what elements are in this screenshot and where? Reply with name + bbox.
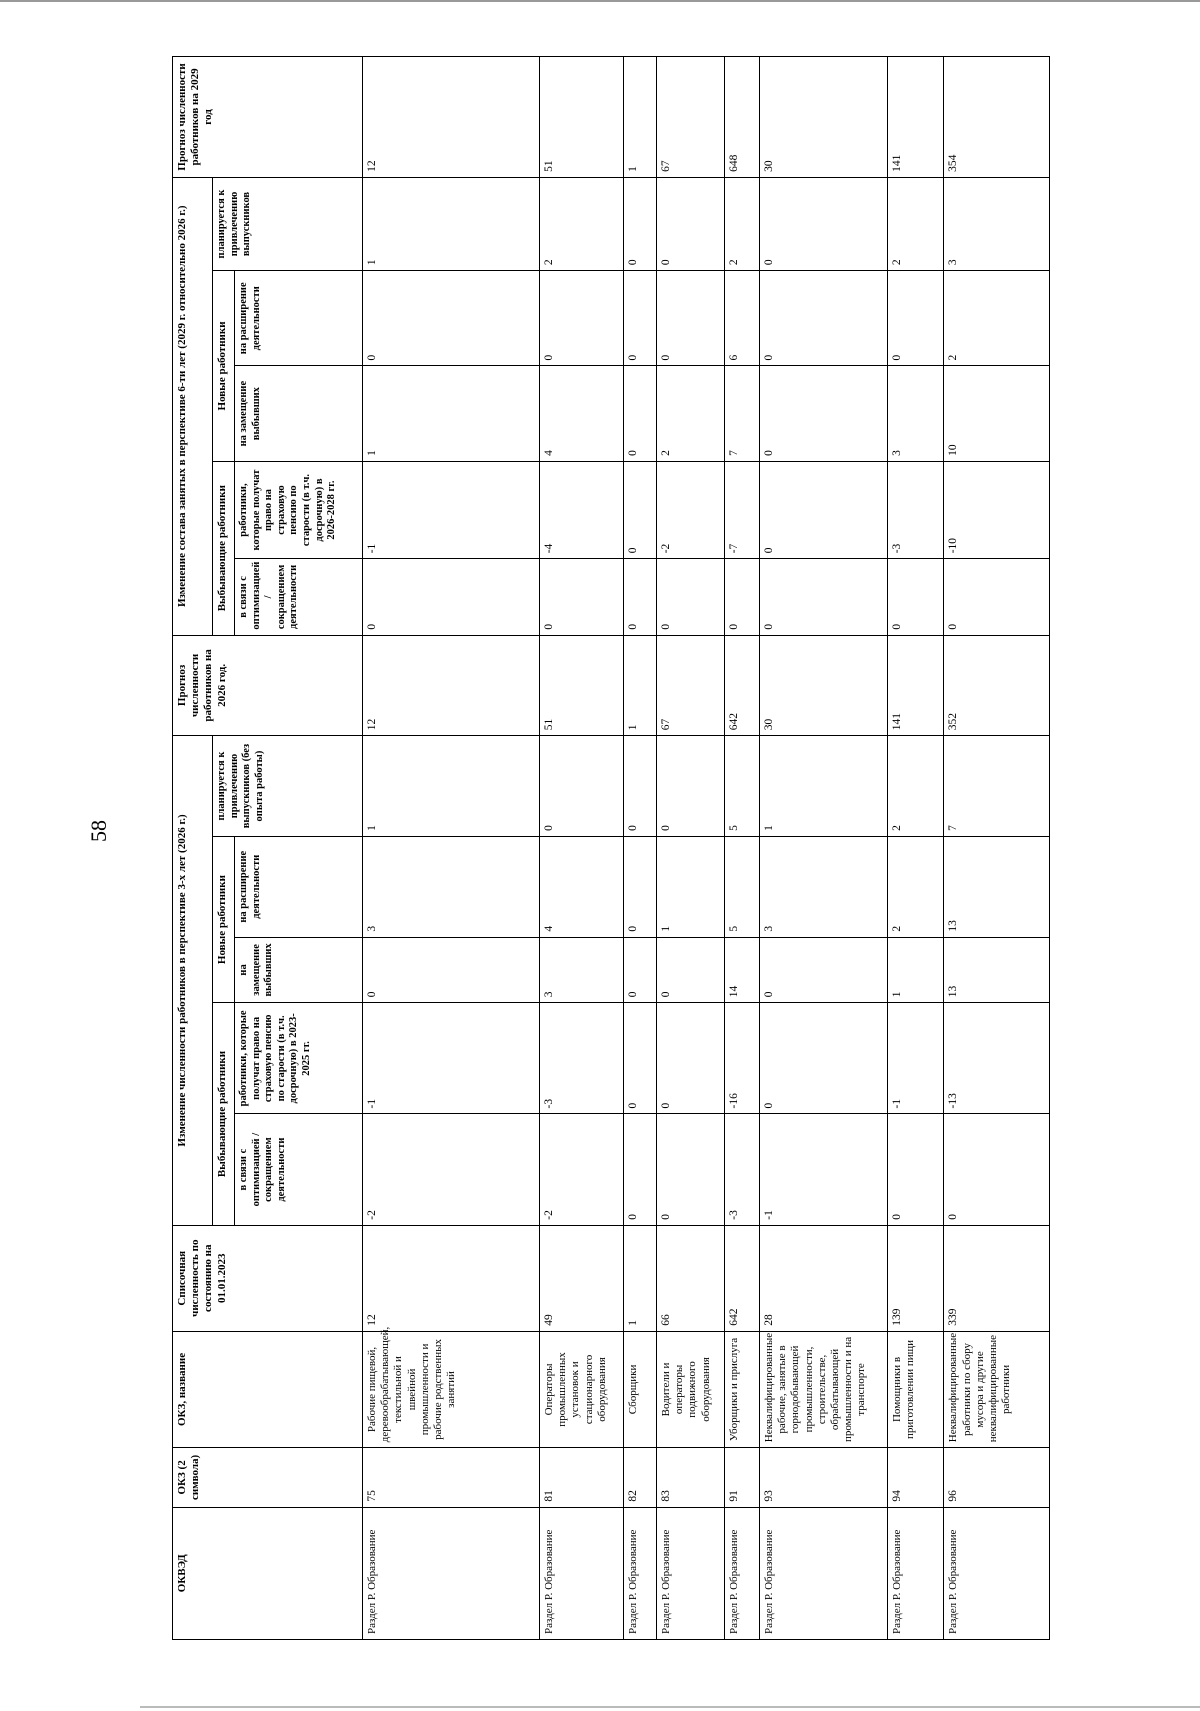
retiring-6y-pension-cell: -4	[540, 461, 624, 558]
table-row	[724, 57, 759, 1640]
retiring-6y-opt-cell: 0	[724, 559, 759, 635]
new-6y-replace-cell: 7	[724, 366, 759, 461]
graduates-3y-cell: 0	[540, 736, 624, 837]
forecast-2026-cell: 1	[624, 635, 657, 736]
retiring-6y-pension-cell: -2	[656, 461, 724, 558]
okz-name-cell: Неквалифицированные рабочие, занятые в горнодобывающей промышленности, строительстве, обрабатывающей промышленности и на транспорте	[759, 1331, 887, 1448]
header-retiring-6y-opt: в связи с оптимизацией / сокращением деятельности	[235, 559, 363, 635]
header-new-3y: Новые работники	[213, 836, 235, 1002]
forecast-2029-cell: 354	[944, 57, 1050, 178]
graduates-3y-cell: 1	[759, 736, 887, 837]
okz-code-cell: 96	[944, 1448, 1050, 1507]
new-6y-expand-cell: 6	[724, 271, 759, 366]
retiring-6y-opt-cell: 0	[887, 559, 944, 635]
new-3y-replace-cell: 1	[887, 937, 944, 1003]
retiring-6y-opt-cell: 0	[656, 559, 724, 635]
okz-code-cell: 93	[759, 1448, 887, 1507]
okved-cell: Раздел Р. Образование	[759, 1507, 887, 1639]
forecast-2029-cell: 30	[759, 57, 887, 178]
header-new-6y-expand: на расширение деятельности	[235, 271, 363, 366]
new-3y-expand-cell: 3	[363, 836, 540, 937]
retiring-3y-pension-cell: 0	[624, 1003, 657, 1114]
retiring-3y-opt-cell: 0	[656, 1114, 724, 1225]
header-retiring-6y: Выбывающие работники	[213, 461, 235, 635]
okz-code-cell: 94	[887, 1448, 944, 1507]
forecast-2029-cell: 141	[887, 57, 944, 178]
retiring-6y-pension-cell: -3	[887, 461, 944, 558]
retiring-3y-opt-cell: 0	[944, 1114, 1050, 1225]
retiring-3y-pension-cell: 0	[656, 1003, 724, 1114]
table-row	[887, 57, 944, 1640]
retiring-6y-opt-cell: 0	[540, 559, 624, 635]
table-row	[363, 57, 540, 1640]
new-3y-replace-cell: 13	[944, 937, 1050, 1003]
forecast-2026-cell: 30	[759, 635, 887, 736]
retiring-3y-pension-cell: -16	[724, 1003, 759, 1114]
forecast-2026-cell: 642	[724, 635, 759, 736]
page-number: 58	[86, 820, 111, 842]
retiring-3y-opt-cell: -3	[724, 1114, 759, 1225]
graduates-3y-cell: 7	[944, 736, 1050, 837]
retiring-6y-opt-cell: 0	[944, 559, 1050, 635]
retiring-3y-pension-cell: -1	[887, 1003, 944, 1114]
retiring-3y-pension-cell: -3	[540, 1003, 624, 1114]
graduates-6y-cell: 2	[540, 177, 624, 270]
okved-cell: Раздел Р. Образование	[887, 1507, 944, 1639]
scan-mark-bottom	[140, 1706, 1200, 1708]
retiring-3y-opt-cell: -2	[540, 1114, 624, 1225]
new-6y-expand-cell: 0	[887, 271, 944, 366]
new-6y-replace-cell: 0	[624, 366, 657, 461]
header-okved: ОКВЭД	[173, 1507, 363, 1639]
count-2023-cell: 28	[759, 1225, 887, 1331]
retiring-3y-opt-cell: 0	[624, 1114, 657, 1225]
new-6y-replace-cell: 1	[363, 366, 540, 461]
rotated-table-container	[172, 56, 1050, 1640]
okz-name-cell: Сборщики	[624, 1331, 657, 1448]
forecast-2026-cell: 352	[944, 635, 1050, 736]
count-2023-cell: 66	[656, 1225, 724, 1331]
header-graduates-6y: планируется к привлечению выпускников	[213, 177, 363, 270]
okz-code-cell: 75	[363, 1448, 540, 1507]
new-6y-expand-cell: 2	[944, 271, 1050, 366]
retiring-6y-pension-cell: -1	[363, 461, 540, 558]
retiring-3y-pension-cell: -13	[944, 1003, 1050, 1114]
retiring-6y-pension-cell: 0	[624, 461, 657, 558]
count-2023-cell: 1	[624, 1225, 657, 1331]
okved-cell: Раздел Р. Образование	[540, 1507, 624, 1639]
forecast-2029-cell: 12	[363, 57, 540, 178]
okz-name-cell: Операторы промышленных установок и стационарного оборудования	[540, 1331, 624, 1448]
graduates-6y-cell: 2	[724, 177, 759, 270]
new-6y-expand-cell: 0	[759, 271, 887, 366]
retiring-6y-pension-cell: 0	[759, 461, 887, 558]
header-retiring-3y-opt: в связи с оптимизацией / сокращением деятельности	[235, 1114, 363, 1225]
okz-name-cell: Водители и операторы подвижного оборудования	[656, 1331, 724, 1448]
graduates-6y-cell: 2	[887, 177, 944, 270]
okz-name-cell: Уборщики и прислуга	[724, 1331, 759, 1448]
okved-cell: Раздел Р. Образование	[363, 1507, 540, 1639]
retiring-3y-opt-cell: -2	[363, 1114, 540, 1225]
count-2023-cell: 49	[540, 1225, 624, 1331]
graduates-6y-cell: 0	[759, 177, 887, 270]
header-new-3y-expand: на расширение деятельности	[235, 836, 363, 937]
table-row	[656, 57, 724, 1640]
graduates-3y-cell: 2	[887, 736, 944, 837]
header-forecast-2026: Прогноз численности работников на 2026 год.	[173, 635, 363, 736]
graduates-3y-cell: 0	[656, 736, 724, 837]
count-2023-cell: 642	[724, 1225, 759, 1331]
new-6y-expand-cell: 0	[540, 271, 624, 366]
retiring-3y-pension-cell: 0	[759, 1003, 887, 1114]
new-6y-replace-cell: 2	[656, 366, 724, 461]
retiring-6y-opt-cell: 0	[363, 559, 540, 635]
forecast-2026-cell: 141	[887, 635, 944, 736]
table-row	[759, 57, 887, 1640]
new-6y-replace-cell: 10	[944, 366, 1050, 461]
okz-code-cell: 82	[624, 1448, 657, 1507]
header-retiring-3y: Выбывающие работники	[213, 1003, 235, 1226]
header-graduates-3y: планируется к привлечению выпускников (без опыта работы)	[213, 736, 363, 837]
retiring-6y-pension-cell: -10	[944, 461, 1050, 558]
retiring-3y-opt-cell: 0	[887, 1114, 944, 1225]
graduates-6y-cell: 3	[944, 177, 1050, 270]
table-row	[944, 57, 1050, 1640]
table-row	[540, 57, 624, 1640]
new-3y-replace-cell: 3	[540, 937, 624, 1003]
header-okz-name: ОКЗ, название	[173, 1331, 363, 1448]
graduates-6y-cell: 0	[656, 177, 724, 270]
new-6y-replace-cell: 0	[759, 366, 887, 461]
new-6y-expand-cell: 0	[363, 271, 540, 366]
retiring-6y-opt-cell: 0	[759, 559, 887, 635]
header-okz2: ОКЗ (2 символа)	[173, 1448, 363, 1507]
header-change-6y: Изменение состава занятых в перспективе 6-ти лет (2029 г. относительно 2026 г.)	[173, 177, 213, 635]
new-3y-expand-cell: 0	[624, 836, 657, 937]
okz-name-cell: Рабочие пищевой, деревообрабатывающей, текстильной и швейной промышленности и рабочие родственных занятий	[363, 1331, 540, 1448]
okz-code-cell: 83	[656, 1448, 724, 1507]
forecast-2029-cell: 1	[624, 57, 657, 178]
new-3y-replace-cell: 0	[363, 937, 540, 1003]
scan-mark-top	[0, 0, 1200, 2]
new-3y-expand-cell: 13	[944, 836, 1050, 937]
retiring-6y-opt-cell: 0	[624, 559, 657, 635]
new-3y-expand-cell: 3	[759, 836, 887, 937]
forecast-2029-cell: 51	[540, 57, 624, 178]
header-new-6y: Новые работники	[213, 271, 235, 462]
new-6y-replace-cell: 4	[540, 366, 624, 461]
forecast-2026-cell: 12	[363, 635, 540, 736]
header-list-count: Списочная численность по состоянию на 01.01.2023	[173, 1225, 363, 1331]
okz-name-cell: Неквалифицированные работники по сбору мусора и другие неквалифицированные работники	[944, 1331, 1050, 1448]
retiring-6y-pension-cell: -7	[724, 461, 759, 558]
forecast-2026-cell: 67	[656, 635, 724, 736]
new-6y-expand-cell: 0	[624, 271, 657, 366]
header-new-6y-replace: на замещение выбывших	[235, 366, 363, 461]
graduates-3y-cell: 0	[624, 736, 657, 837]
okved-cell: Раздел Р. Образование	[624, 1507, 657, 1639]
new-3y-expand-cell: 4	[540, 836, 624, 937]
new-6y-expand-cell: 0	[656, 271, 724, 366]
okved-cell: Раздел Р. Образование	[724, 1507, 759, 1639]
graduates-6y-cell: 1	[363, 177, 540, 270]
graduates-3y-cell: 5	[724, 736, 759, 837]
retiring-3y-opt-cell: -1	[759, 1114, 887, 1225]
header-change-3y: Изменение численности работников в перспективе 3-х лет (2026 г.)	[173, 736, 213, 1226]
new-3y-replace-cell: 14	[724, 937, 759, 1003]
forecast-2029-cell: 67	[656, 57, 724, 178]
forecast-2029-cell: 648	[724, 57, 759, 178]
new-3y-expand-cell: 2	[887, 836, 944, 937]
header-forecast-2029: Прогноз численности работников на 2029 год	[173, 57, 363, 178]
graduates-6y-cell: 0	[624, 177, 657, 270]
count-2023-cell: 139	[887, 1225, 944, 1331]
retiring-3y-pension-cell: -1	[363, 1003, 540, 1114]
graduates-3y-cell: 1	[363, 736, 540, 837]
new-3y-replace-cell: 0	[656, 937, 724, 1003]
header-retiring-3y-pension: работники, которые получат право на страховую пенсию по старости (в т.ч. досрочную) в 2023-2025 гг.	[235, 1003, 363, 1114]
okz-code-cell: 91	[724, 1448, 759, 1507]
new-3y-replace-cell: 0	[759, 937, 887, 1003]
new-3y-expand-cell: 1	[656, 836, 724, 937]
count-2023-cell: 339	[944, 1225, 1050, 1331]
new-6y-replace-cell: 3	[887, 366, 944, 461]
new-3y-replace-cell: 0	[624, 937, 657, 1003]
table-row	[624, 57, 657, 1640]
new-3y-expand-cell: 5	[724, 836, 759, 937]
forecast-2026-cell: 51	[540, 635, 624, 736]
count-2023-cell: 12	[363, 1225, 540, 1331]
okved-cell: Раздел Р. Образование	[656, 1507, 724, 1639]
header-new-3y-replace: на замещение выбывших	[235, 937, 363, 1003]
okved-cell: Раздел Р. Образование	[944, 1507, 1050, 1639]
employment-forecast-table	[172, 56, 1050, 1640]
okz-code-cell: 81	[540, 1448, 624, 1507]
okz-name-cell: Помощники в приготовлении пищи	[887, 1331, 944, 1448]
header-retiring-6y-pension: работники, которые получат право на страховую пенсию по старости (в т.ч. досрочную) в 2026-2028 гг.	[235, 461, 363, 558]
